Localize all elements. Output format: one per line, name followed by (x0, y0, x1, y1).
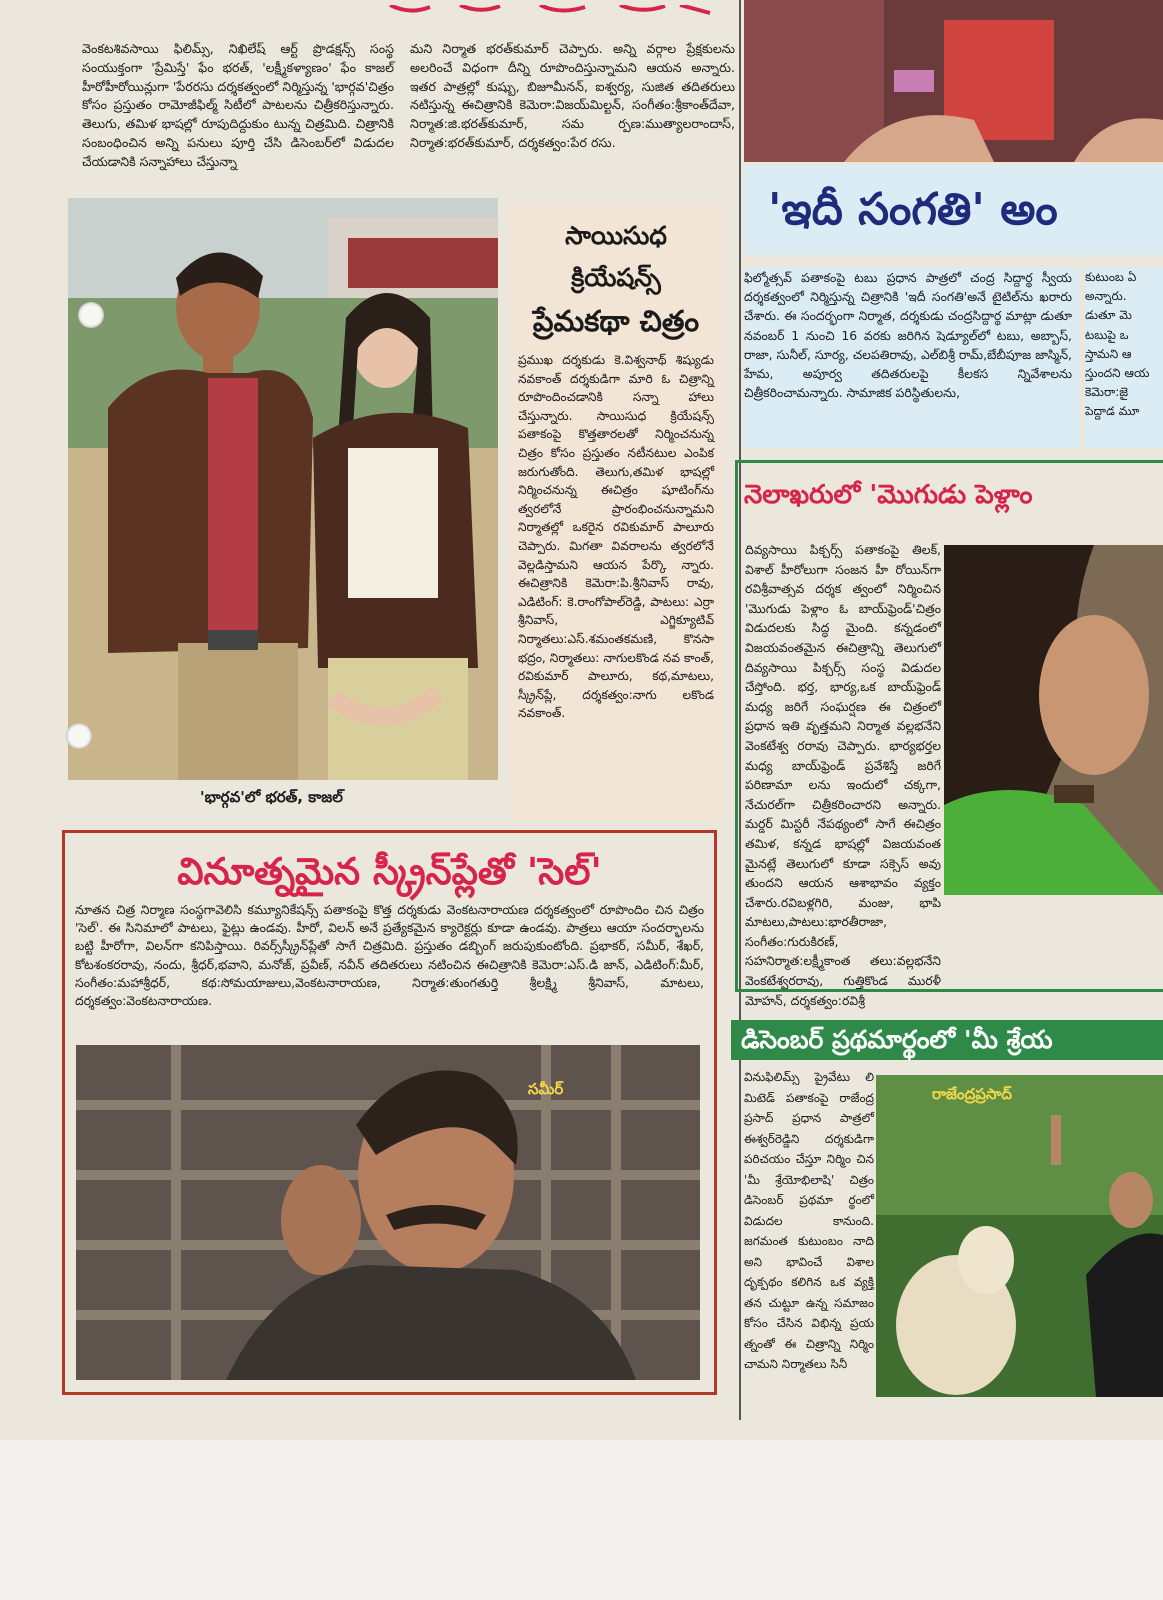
side-line: పెద్దాడ మూ (1085, 404, 1140, 419)
idi-sangathi-headline: 'ఇదీ సంగతి' అం (768, 184, 1058, 235)
sameer-photo (76, 1045, 700, 1380)
cell-headline: వినూత్నమైన స్క్రీన్‌ప్లేతో 'సెల్' (177, 849, 602, 893)
rajendraprasad-photo (876, 1075, 1163, 1397)
idi-sangathi-article (744, 268, 1080, 448)
bhargava-article-col2 (410, 40, 735, 190)
rajendraprasad-photo-illustration (876, 1075, 1163, 1397)
sreyobhilashi-banner (731, 1020, 1163, 1060)
sameer-photo-illustration (76, 1045, 700, 1380)
sreyobhilashi-text: వినుఫిలిమ్స్ ప్రైవేటు లి మిటెడ్ పతాకంపై రాజేంద్ర ప్రసాద్ ప్రధాన పాత్రలో ఈశ్వర్‌రెడ్డిని దర్శకుడిగా పరిచయం చేస్తూ నిర్మిం చిన 'మీ శ్రేయోభిలాషి' చిత్రం డిసెంబర్ ప్రథమా ర్థంలో విడుదల కానుంది. జగమంత కుటుంబం నాది అని భావించే విశాల దృక్పథం కలిగిన ఒక వ్యక్తి తన చుట్టూ ఉన్న సమాజం కోసం చేసిన విభిన్న ప్రయ త్నంతో ఈ చిత్రాన్ని నిర్మిం చామని నిర్మాతలు సినీ (744, 1070, 874, 1371)
idi-sangathi-banner (744, 165, 1163, 255)
sameer-photo-caption: సమీర్ (528, 1080, 564, 1098)
mogudu-photo (944, 545, 1163, 895)
punch-hole-bottom (66, 723, 92, 749)
idi-sangathi-text: ఫిల్మోత్సవ్ పతాకంపై టబు ప్రధాన పాత్రలో చంద్ర సిద్దార్థ స్వీయ దర్శకత్వంలో నిర్మిస్తున్న చిత్రానికి 'ఇదీ సంగతి'అనే టైటిల్‌ను ఖరారు చేశారు. ఈ సందర్భంగా నిర్మాత, దర్శకుడు చంద్రసిద్దార్థ మాట్లా డుతూ నవంబర్ 1 నుంచి 16 వరకు జరిగిన షెడ్యూల్‌లో టబు, అబ్బాస్, రాజా, సునీల్, సూర్య, చలపతిరావు, ఎల్‌బిశ్రీ రామ్,బేబీపూజ జాస్మిన్, హేమ, అపూర్వ తదితరులపై కీలకస న్నివేశాలను చిత్రీకరించామన్నారు. సామాజిక పరిస్థితులను, (744, 270, 1072, 401)
bhargava-text-col2: మని నిర్మాత భరత్‌కుమార్ చెప్పారు. అన్ని వర్గాల ప్రేక్షకులను అలరించే విధంగా దీన్ని రూపొందిస్తున్నామని ఆయన అన్నారు. ఇతర పాత్రల్లో కుష్బు, బిజూమీనన్, ఐశ్వర్య, సుజిత తదితరులు నటిస్తున్న ఈచిత్రానికి కెమెరా:విజయ్‌మిల్టన్, సంగీతం:శ్రీకాంత్‌దేవా, నిర్మాత:జి.భరత్‌కుమార్, సమ ర్పణ:ముత్యాలరాందాస్, నిర్మాత:భరత్‌కుమార్, దర్శకత్వం:పేర రసు. (410, 41, 735, 150)
side-line: డుతూ మె (1085, 308, 1132, 323)
bhargava-photo-illustration (68, 198, 498, 780)
top-headline-remnant (380, 0, 740, 10)
side-line: అన్నారు. (1085, 289, 1127, 304)
bhargava-article-col1 (82, 40, 394, 190)
headline-fragment-graphic (380, 5, 740, 15)
bhargava-text-col1: వెంకటశివసాయి ఫిలిమ్స్, నిఖిలేష్ ఆర్ట్ ప్రొడక్షన్స్ సంస్థ సంయుక్తంగా 'ప్రేమిస్తే' ఫేం భరత్, 'లక్ష్మీకళ్యాణం' ఫేం కాజల్ హీరోహీరోయిన్లుగా 'పేరరసు దర్శకత్వంలో నిర్మిస్తున్న 'భార్గవ'చిత్రం కోసం ప్రస్తుతం రామోజీఫిల్మ్ సిటీలో పాటలను చిత్రీకరిస్తున్నారు. తెలుగు, తమిళ భాషల్లో రూపుదిద్దుకుం టున్న చిత్రమిది. చిత్రానికి సంబంధించిన అన్ని పనులు పూర్తి చేసి డిసెంబర్‌లో విడుదల చేయడానికి సన్నాహాలు చేస్తున్నా (82, 41, 394, 169)
tabu-photo (744, 0, 1163, 162)
idi-sangathi-side-column (1085, 268, 1163, 448)
mogudu-photo-illustration (944, 545, 1163, 895)
side-line: కుటుంబ ఏ (1085, 270, 1137, 284)
sreyobhilashi-headline: డిసెంబర్ ప్రథమార్థంలో 'మీ శ్రేయ (741, 1025, 1053, 1054)
mogudu-headline: నెలాఖరులో 'మొగుడు పెళ్లాం (744, 480, 1033, 510)
side-line: కెమెరా:జై (1085, 385, 1129, 400)
saisudha-article (510, 205, 722, 820)
bhargava-photo (68, 198, 498, 780)
sreyobhilashi-article (744, 1067, 874, 1397)
mogudu-article-text (745, 540, 941, 1008)
bhargava-photo-caption: 'భార్గవ'లో భరత్, కాజల్ (200, 788, 343, 806)
mogudu-text: దివ్యసాయి పిక్చర్స్ పతాకంపై తిలక్, విశాల్ హీరోలుగా సంజన హీ రోయిన్‌గా రవిశ్రీవాత్సవ దర్శక త్వంలో నిర్మించిన 'మొగుడు పెళ్లాం ఓ బాయ్‌ఫ్రెండ్'చిత్రం విడుదలకు సిద్ధ మైంది. కన్నడంలో విజయవంతమైన ఈచిత్రాన్ని తెలుగులో దివ్యసాయి పిక్చర్స్ సంస్థ విడుదల చేస్తోంది. భర్త, భార్య,ఒక బాయ్‌ఫ్రెండ్ మధ్య జరిగే సంఘర్షణ ఈ చిత్రంలో ప్రధాన ఇతి వృత్తమని నిర్మాత వల్లభనేని వెంకటేశ్వ రరావు చెప్పారు. భార్యభర్తల మధ్య బాయ్‌ఫ్రెండ్ ప్రవేశిస్తే జరిగే పరిణామా లను ఇందులో చక్కగా, నేచురల్‌గా చిత్రీకరించారని అన్నారు. మర్డర్ మిస్టరీ నేపథ్యంలో సాగే ఈచిత్రం తమిళ, కన్నడ భాషల్లో విజయవంత మైనట్లే తెలుగులో కూడా సక్సెస్ అవు తుందని ఆయన ఆశాభావం వ్యక్తం చేశారు.రవిబళ్లగిరి, మంజు, భాపి మాటలు,పాటలు:భారతీరాజా, సంగీతం:గురుకిరణ్, సహనిర్మాత:లక్ష్మీకాంత తలు:వల్లభనేని వెంకటేశ్వరరావు, గుత్తికొండ మురళీ మోహన్, దర్శకత్వం:రవిశ్రీ (745, 542, 941, 1008)
tabu-photo-illustration (744, 0, 1163, 162)
side-line: టబుపై ఒ (1085, 327, 1129, 342)
saisudha-headline-line1: సాయిసుధ క్రియేషన్స్ (565, 221, 667, 292)
saisudha-text: ప్రముఖ దర్శకుడు కె.విశ్వనాథ్ శిష్యుడు నవకాంత్ దర్శకుడిగా మారి ఓ చిత్రాన్ని రూపొందించడానికి సన్నా హాలు చేస్తున్నారు. సాయిసుధ క్రియేషన్స్ పతాకంపై కొత్తతారలతో నిర్మించనున్న చిత్రం కోసం ప్రస్తుతం నటీనటుల ఎంపిక జరుగుతోంది. తెలుగు,తమిళ భాషల్లో నిర్మించనున్న ఈచిత్రం షూటింగ్‌ను త్వరలోనే ప్రారంభించనున్నామని నిర్మాతల్లో ఒకరైన రవికుమార్ పాలూరు చెప్పారు. మిగతా వివరాలను త్వరలోనే వెల్లడిస్తామని ఆయన పేర్కొ న్నారు. ఈచిత్రానికి కెమెరా:పి.శ్రీనివాస్ రావు, ఎడిటింగ్: కె.రాంగోపాల్‌రెడ్డి, పాటలు: ఎర్రా శ్రీనివాస్, ఎగ్జిక్యూటివ్ నిర్మాతలు:ఎస్.శమంతకమణి, కొనసా భద్రం, నిర్మాతలు: నాగులకొండ నవ కాంత్, రవికుమార్ పాలూరు, కథ,మాటలు, స్క్రీన్‌ప్లే, దర్శకత్వం:నాగు లకొండ నవకాంత్. (518, 353, 714, 721)
punch-hole-top (78, 302, 104, 328)
side-line: స్తామని ఆ (1085, 346, 1132, 361)
page-bottom-margin (0, 1440, 1163, 1600)
rajendraprasad-photo-caption: రాజేంద్రప్రసాద్ (932, 1085, 1012, 1103)
side-line: స్తుందని ఆయ (1085, 366, 1150, 381)
saisudha-headline-line2: ప్రేమకథా చిత్రం (532, 304, 700, 338)
cell-text: నూతన చిత్ర నిర్మాణ సంస్థగావెలిసి కమ్యూనికేషన్స్ పతాకంపై కొత్త దర్శకుడు వెంకటనారాయణ దర్శకత్వంలో రూపొందిం చిన చిత్రం 'సెల్'. ఈ సినిమాలో పాటలు, ఫైట్లు ఉండవు. హీరో, విలన్ అనే ప్రత్యేకమైన క్యారెక్టర్లు కూడా ఉండవు. పాత్రలు ఆయా సందర్భాలను బట్టి హీరోగా, విలన్‌గా కనిపిస్తాయి. రివర్స్‌స్క్రీన్‌ప్లేతో సాగే చిత్రమిది. ప్రస్తుతం డబ్బింగ్ జరుపుకుంటోంది. ప్రభాకర్, సమీర్, శేఖర్, కోటశంకరరావు, నందు, శ్రీధర్,భవాని, మనోజ్, ప్రవీణ్, నవీన్ తదితరులు నటించిన ఈచిత్రానికి కెమెరా:ఎస్.డి జాన్, ఎడిటింగ్:మీర్, సంగీతం:మహాశ్రీధర్, కథ:సోమయాజులు,వెంకటనారాయణ, నిర్మాత:తుంగతుర్తి శ్రీలక్ష్మి శ్రీనివాస్, మాటలు, దర్శకత్వం:వెంకటనారాయణ. (75, 902, 704, 1009)
